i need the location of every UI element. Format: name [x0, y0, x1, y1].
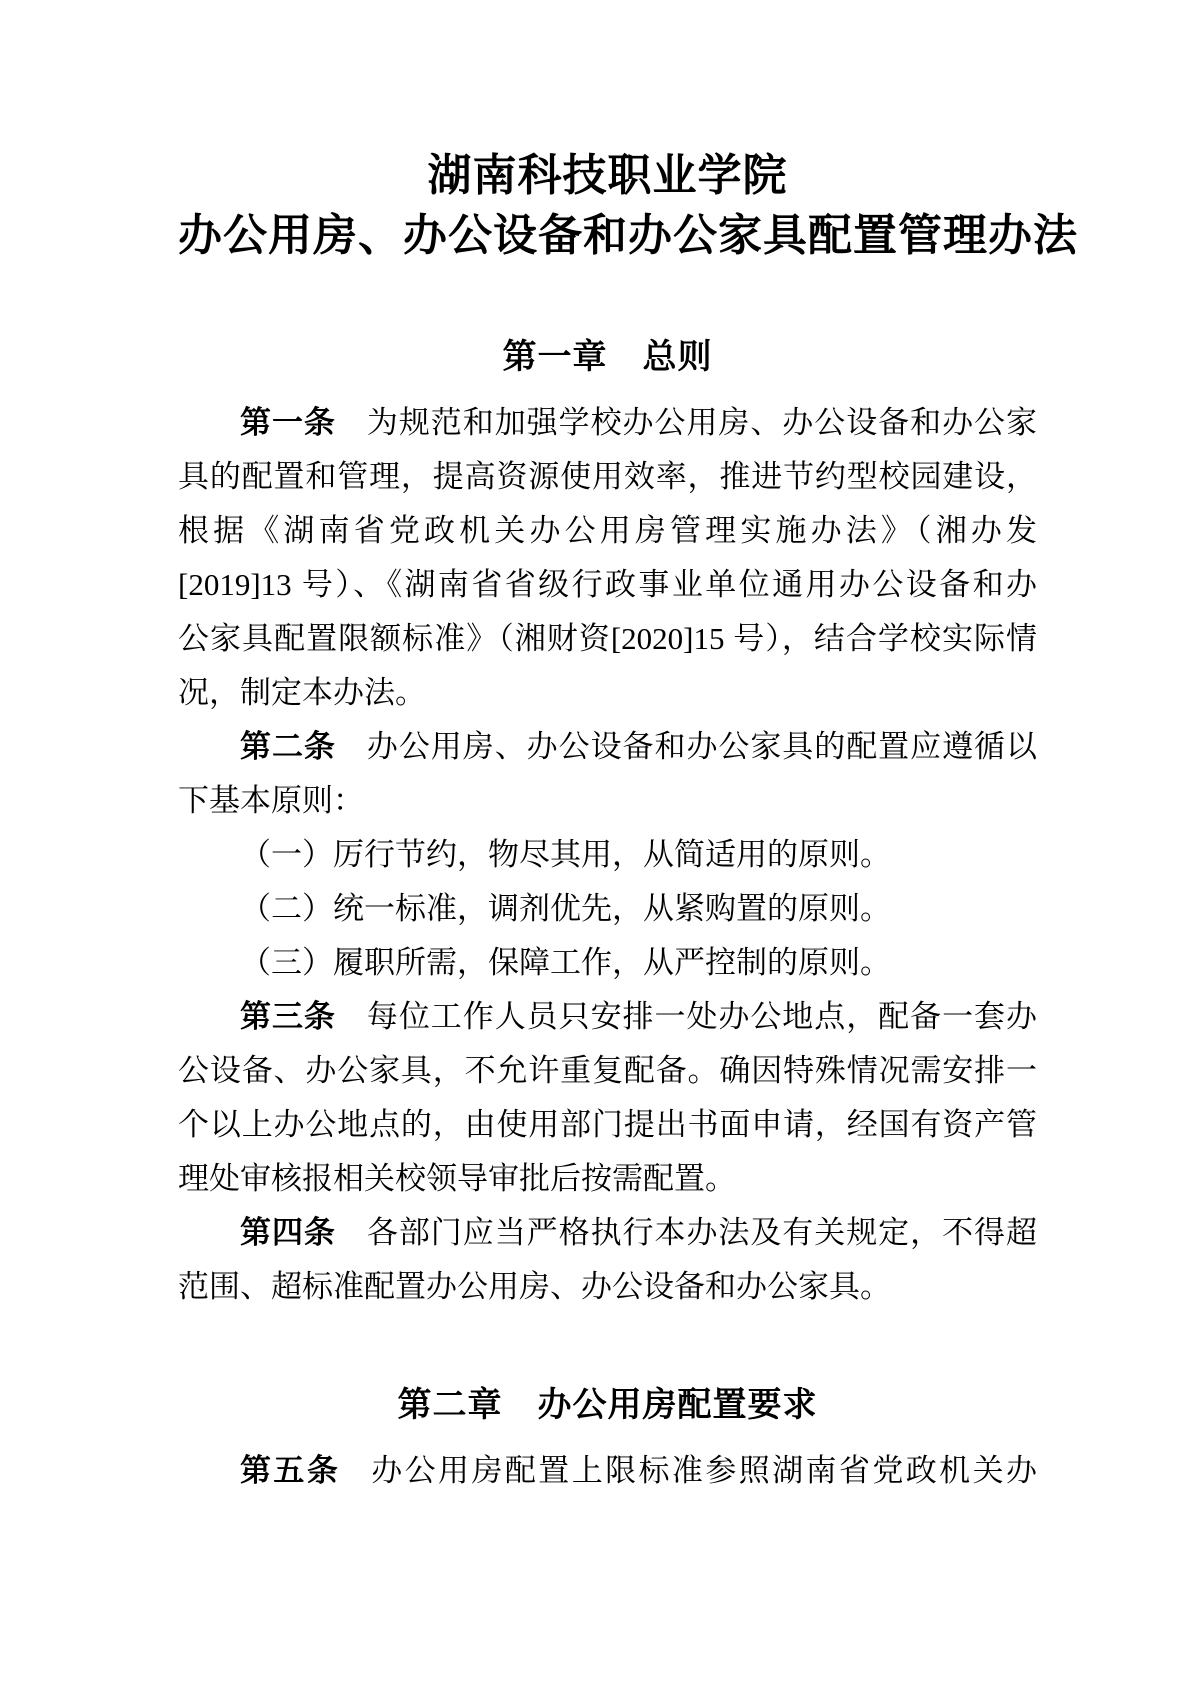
text-line — [178, 1444, 1037, 1498]
text-line: 根据《湖南省党政机关办公用房管理实施办法》（湘办发 — [178, 513, 1037, 548]
text-line — [178, 1206, 1037, 1260]
text-line: （一）厉行节约，物尽其用，从简适用的原则。 — [240, 837, 891, 872]
text-line: 公家具配置限额标准》（湘财资[2020]15 号），结合学校实际情 — [178, 621, 1037, 656]
text-line: [2019]13 号）、《湖南省省级行政事业单位通用办公设备和办 — [178, 567, 1037, 602]
article-text: 办公用房配置上限标准参照湖南省党政机关办 — [371, 1453, 1038, 1488]
document-body — [178, 330, 1037, 1498]
text-line — [178, 720, 1037, 774]
text-line: 范围、超标准配置办公用房、办公设备和办公家具。 — [178, 1269, 891, 1304]
chapter-heading: 第一章 总则 — [502, 338, 713, 376]
text-line: 公设备、办公家具，不允许重复配备。确因特殊情况需安排一 — [178, 1053, 1037, 1088]
article-number: 第二条 — [240, 729, 336, 764]
document-title-line-1: 湖南科技职业学院 — [427, 151, 788, 200]
article-number: 第五条 — [240, 1453, 341, 1488]
article-text: 办公用房、办公设备和办公家具的配置应遵循以 — [366, 729, 1038, 764]
article-text: 为规范和加强学校办公用房、办公设备和办公家 — [366, 405, 1038, 440]
article-number: 第四条 — [240, 1215, 336, 1250]
text-line — [178, 396, 1037, 450]
text-line: （三）履职所需，保障工作，从严控制的原则。 — [240, 945, 891, 980]
text-line: 具的配置和管理，提高资源使用效率，推进节约型校园建设， — [178, 459, 1037, 494]
article-number: 第三条 — [240, 999, 336, 1034]
article-text: 每位工作人员只安排一处办公地点，配备一套办 — [366, 999, 1038, 1034]
text-line — [178, 990, 1037, 1044]
chapter-heading: 第二章 办公用房配置要求 — [397, 1386, 818, 1424]
article-text: 各部门应当严格执行本办法及有关规定，不得超 — [366, 1215, 1038, 1250]
text-line: （二）统一标准，调剂优先，从紧购置的原则。 — [240, 891, 891, 926]
text-line: 况，制定本办法。 — [178, 675, 426, 710]
text-line: 下基本原则： — [178, 783, 364, 818]
document-title-line-2: 办公用房、办公设备和办公家具配置管理办法 — [178, 211, 1078, 260]
text-line: 理处审核报相关校领导审批后按需配置。 — [178, 1161, 736, 1196]
document-title — [178, 146, 1078, 266]
text-line: 个以上办公地点的，由使用部门提出书面申请，经国有资产管 — [178, 1107, 1037, 1142]
article-number: 第一条 — [240, 405, 336, 440]
